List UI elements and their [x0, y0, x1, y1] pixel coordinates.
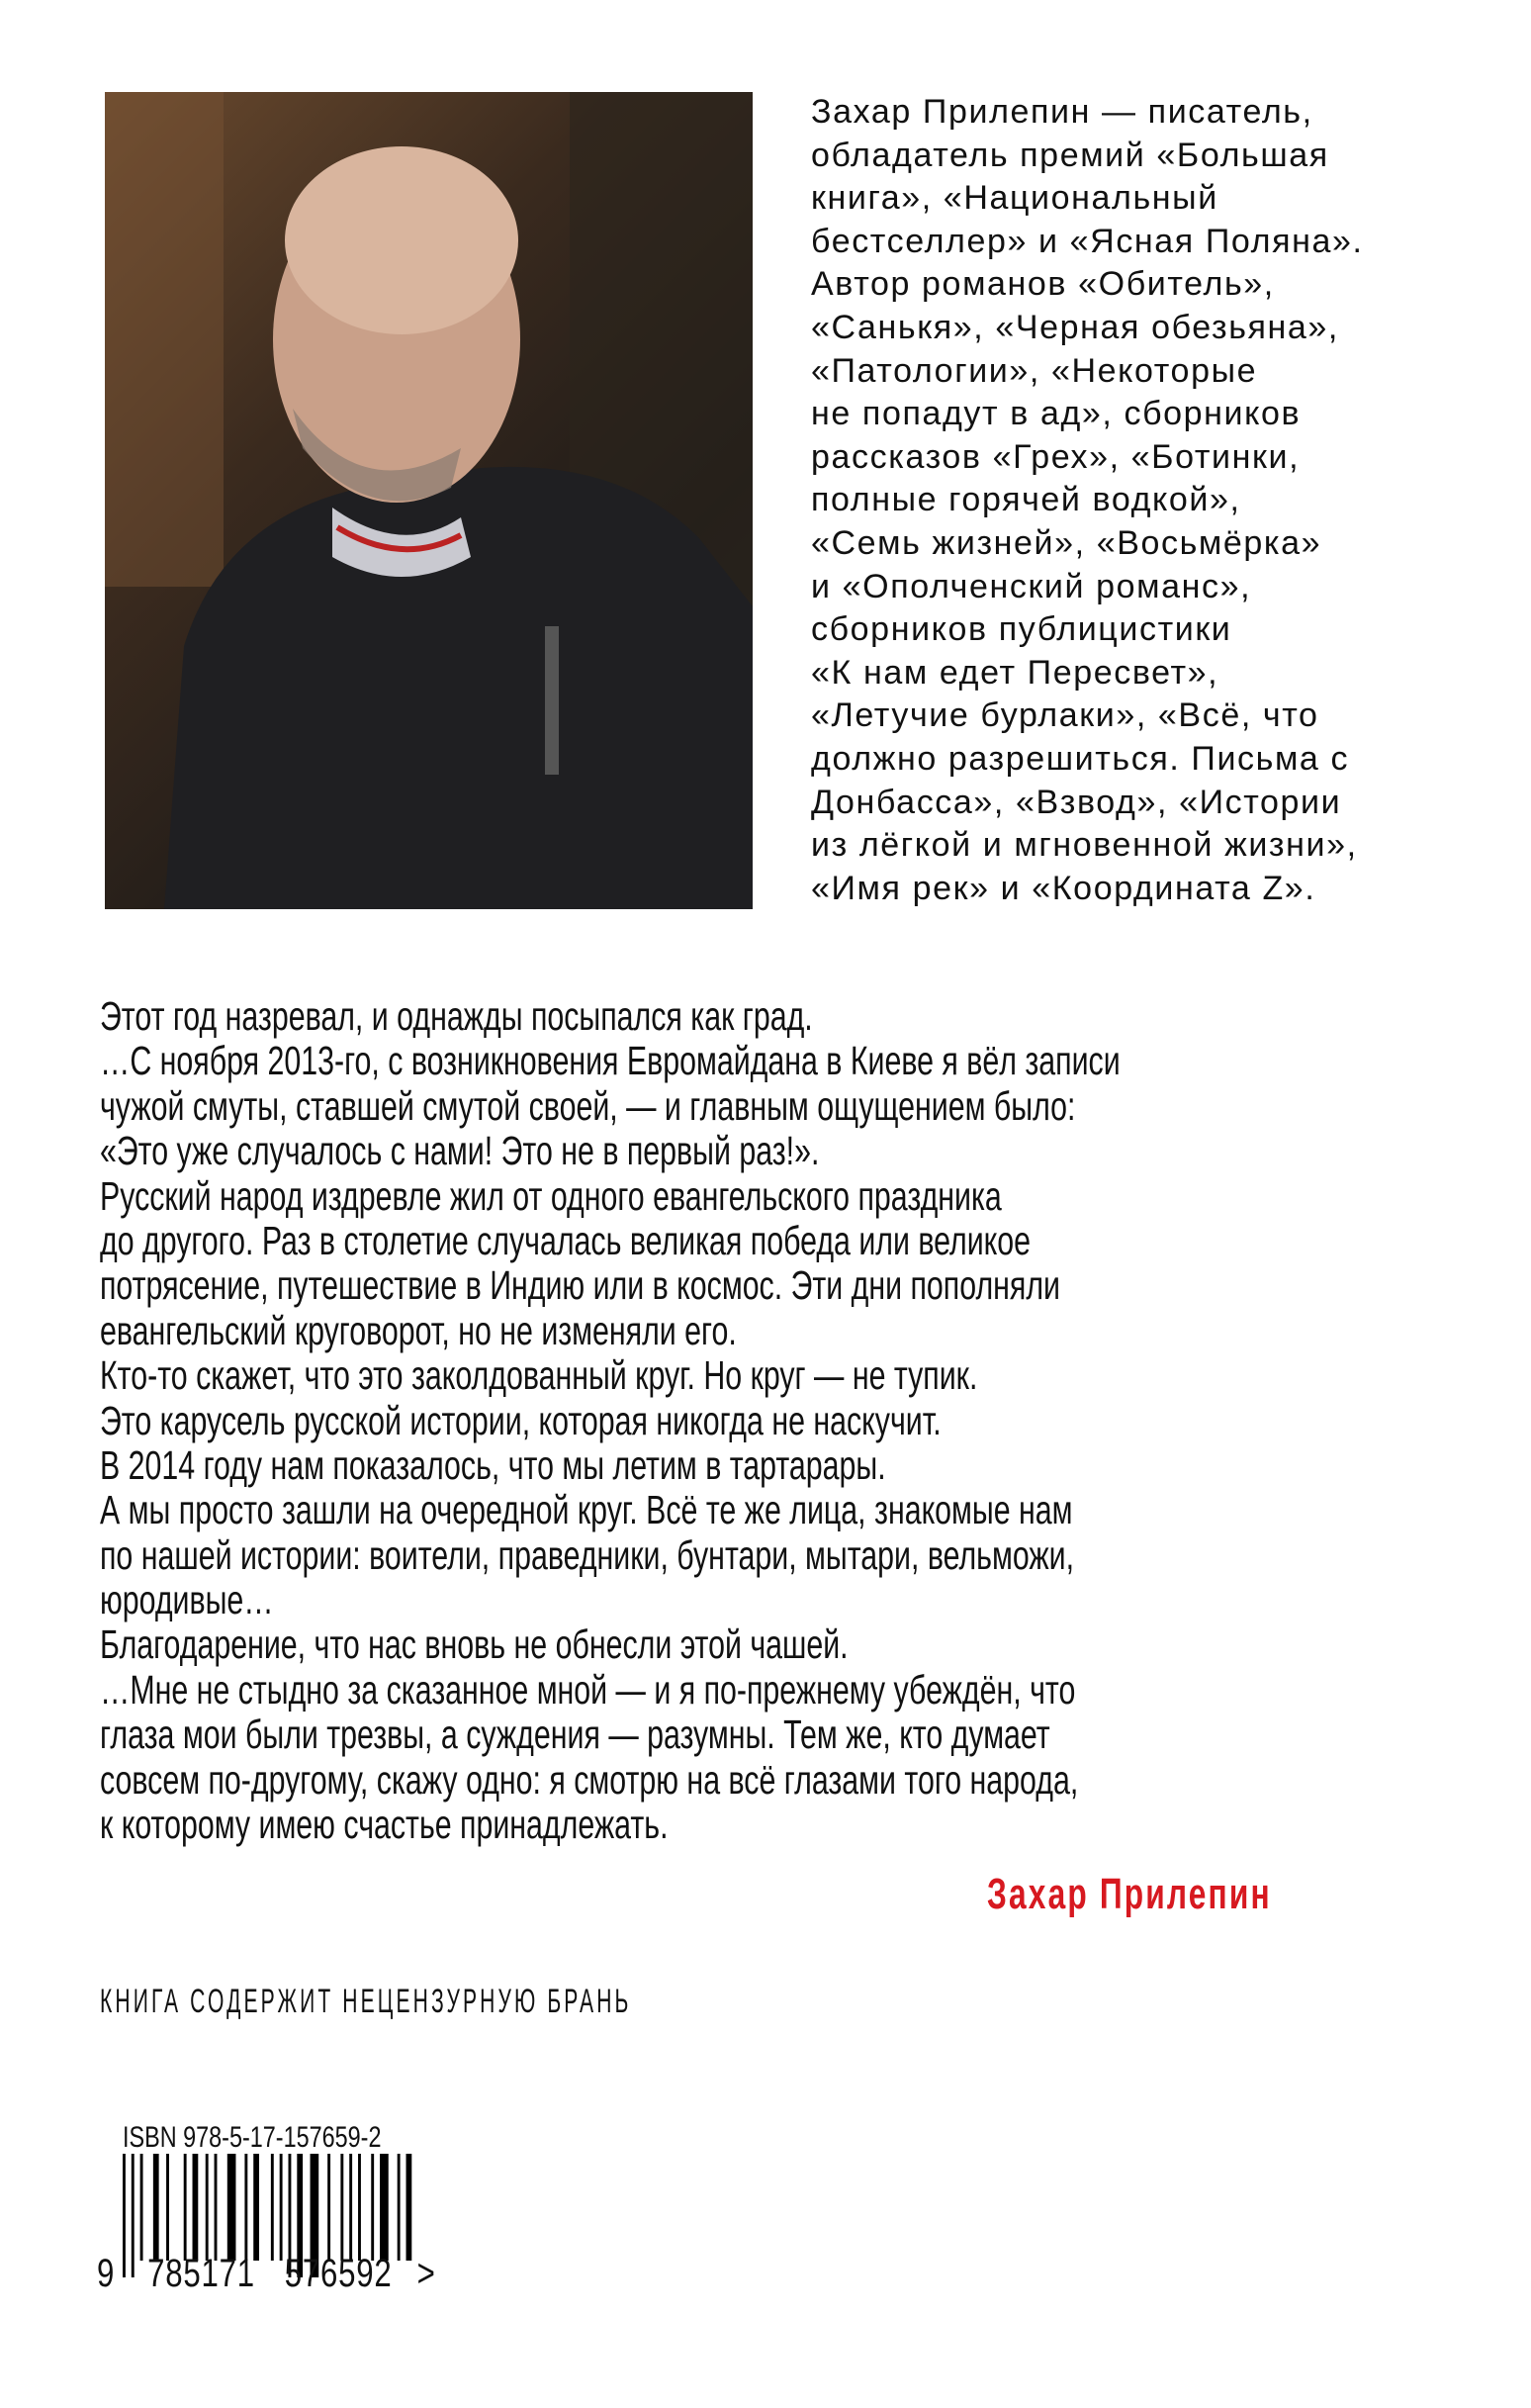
bio-line: сборников публицистики [811, 610, 1232, 649]
bio-line: Донбасса», «Взвод», «Истории [811, 783, 1342, 821]
annotation-line: «Это уже случалось с нами! Это не в первый раз!». [100, 1128, 820, 1174]
annotation-line: глаза мои были трезвы, а суждения — разумны. Тем же, кто думает [100, 1712, 1050, 1758]
barcode-bar [140, 2154, 143, 2261]
barcode-bar [349, 2154, 352, 2261]
annotation-line: Кто-то скажет, что это заколдованный круг. Но круг — не тупик. [100, 1352, 978, 1399]
bio-line: «К нам едет Пересвет», [811, 653, 1219, 692]
bio-line: и «Ополченский романс», [811, 567, 1252, 605]
barcode-quiet-mark: > [416, 2252, 436, 2295]
bio-line: рассказов «Грех», «Ботинки, [811, 437, 1301, 476]
barcode-bar [406, 2154, 412, 2261]
annotation-line: чужой смуты, ставшей смутой своей, — и главным ощущением было: [100, 1082, 1076, 1129]
annotation-line: по нашей истории: воители, праведники, бунтари, мытари, вельможи, [100, 1531, 1075, 1578]
annotation-line: до другого. Раз в столетие случалась великая победа или великое [100, 1217, 1032, 1263]
barcode-bar [215, 2154, 218, 2261]
bio-line: «Патологии», «Некоторые [811, 351, 1258, 390]
barcode-digits-right: 576592 [284, 2252, 393, 2295]
barcode-bar [206, 2154, 209, 2261]
bio-line: книга», «Национальный [811, 179, 1218, 218]
bio-line: бестселлер» и «Ясная Поляна». [811, 222, 1364, 260]
content-warning: КНИГА СОДЕРЖИТ НЕЦЕНЗУРНУЮ БРАНЬ [100, 1983, 632, 2020]
barcode-digit-first: 9 [97, 2252, 116, 2295]
barcode-bar [358, 2154, 361, 2261]
barcode-bar [244, 2154, 247, 2261]
annotation-line: потрясение, путешествие в Индию или в космос. Эти дни пополняли [100, 1262, 1060, 1309]
bio-line: обладатель премий «Большая [811, 136, 1329, 174]
annotation-line: совсем по-другому, скажу одно: я смотрю на всё глазами того народа, [100, 1756, 1079, 1803]
author-portrait-image [105, 92, 753, 909]
annotation-line: …Мне не стыдно за сказанное мной — и я по-прежнему убеждён, что [100, 1666, 1076, 1713]
barcode-bar [380, 2154, 389, 2261]
bio-line: не попадут в ад», сборников [811, 395, 1302, 433]
barcode-bar [227, 2154, 236, 2261]
barcode-digits-left: 785171 [147, 2252, 255, 2295]
barcode-bar [153, 2154, 159, 2261]
barcode-bar [280, 2154, 283, 2261]
bio-line: «Санькя», «Черная обезьяна», [811, 308, 1339, 346]
barcode-bar [327, 2154, 330, 2261]
bio-line: Захар Прилепин — писатель, [811, 93, 1313, 131]
author-bio [811, 91, 1503, 910]
annotation-line: …С ноября 2013-го, с возникновения Евромайдана в Киеве я вёл записи [100, 1038, 1121, 1084]
annotation-text [100, 994, 1479, 1847]
bio-line: должно разрешиться. Письма с [811, 739, 1350, 778]
author-signature: Захар Прилепин [987, 1870, 1272, 1918]
barcode-bar [271, 2154, 274, 2261]
barcode-bar [398, 2154, 401, 2261]
bio-line: Автор романов «Обитель», [811, 265, 1275, 304]
isbn-label: ISBN 978-5-17-157659-2 [123, 2121, 382, 2154]
bio-line: «Имя рек» и «Координата Z». [811, 869, 1316, 907]
annotation-line: Благодарение, что нас вновь не обнесли этой чашей. [100, 1621, 849, 1668]
annotation-line: Русский народ издревле жил от одного евангельского праздника [100, 1172, 1002, 1219]
barcode-digits [97, 2252, 436, 2296]
barcode-bar [166, 2154, 169, 2261]
annotation-line: Этот год назревал, и однажды посыпался как град. [100, 993, 813, 1039]
bio-line: «Летучие бурлаки», «Всё, что [811, 696, 1319, 735]
annotation-line: к которому имею счастье принадлежать. [100, 1802, 669, 1848]
barcode-bar [184, 2154, 187, 2261]
barcode-bar [340, 2154, 343, 2261]
bio-line: полные горячей водкой», [811, 481, 1241, 519]
bio-line: «Семь жизней», «Восьмёрка» [811, 523, 1322, 562]
barcode-bar [371, 2154, 374, 2261]
annotation-line: Это карусель русской истории, которая никогда не наскучит. [100, 1397, 942, 1443]
annotation-line: юродивые… [100, 1577, 274, 1623]
barcode-bar [193, 2154, 199, 2261]
barcode-bar [253, 2154, 259, 2261]
bio-line: из лёгкой и мгновенной жизни», [811, 826, 1358, 865]
author-photo [105, 92, 753, 909]
annotation-line: евангельский круговорот, но не изменяли его. [100, 1307, 737, 1353]
annotation-line: А мы просто зашли на очередной круг. Всё те же лица, знакомые нам [100, 1487, 1073, 1533]
annotation-line: В 2014 году нам показалось, что мы летим в тартарары. [100, 1441, 886, 1488]
